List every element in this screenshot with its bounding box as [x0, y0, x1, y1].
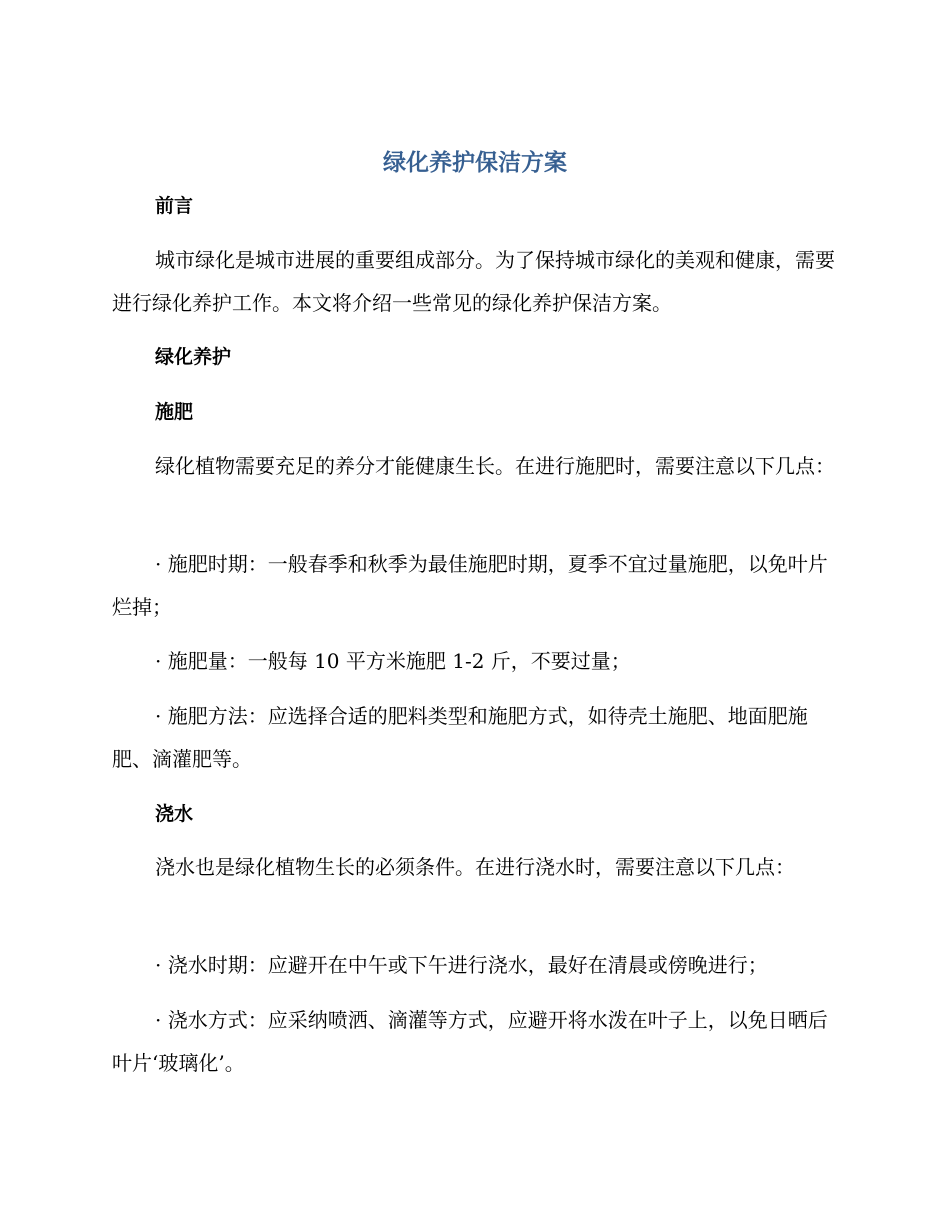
heading-greening: 绿化养护 [155, 346, 232, 368]
list-item-fertilize-period: · 施肥时期：一般春季和秋季为最佳施肥时期，夏季不宜过量施肥，以免叶片烂掉； [112, 552, 828, 619]
list-item-water-period: · 浇水时期：应避开在中午或下午进行浇水，最好在清晨或傍晚进行； [155, 953, 768, 977]
list-item-fertilize-amount: · 施肥量：一般每 10 平方米施肥 1-2 斤，不要过量； [155, 649, 631, 673]
heading-fertilize: 施肥 [155, 401, 194, 423]
list-item-water-method: · 浇水方式：应采纳喷洒、滴灌等方式，应避开将水泼在叶子上，以免日晒后叶片‘玻璃化’。 [112, 1008, 828, 1075]
paragraph-water-intro: 浇水也是绿化植物生长的必须条件。在进行浇水时，需要注意以下几点： [155, 855, 795, 879]
heading-preface: 前言 [155, 195, 194, 217]
paragraph-fertilize-intro: 绿化植物需要充足的养分才能健康生长。在进行施肥时，需要注意以下几点： [155, 454, 835, 478]
list-item-fertilize-method: · 施肥方法：应选择合适的肥料类型和施肥方式，如待壳土施肥、地面肥施肥、滴灌肥等。 [112, 704, 808, 771]
document-title: 绿化养护保洁方案 [383, 150, 567, 176]
paragraph-preface: 城市绿化是城市进展的重要组成部分。为了保持城市绿化的美观和健康，需要进行绿化养护工作。本文将介绍一些常见的绿化养护保洁方案。 [112, 248, 835, 315]
heading-water: 浇水 [155, 803, 194, 825]
